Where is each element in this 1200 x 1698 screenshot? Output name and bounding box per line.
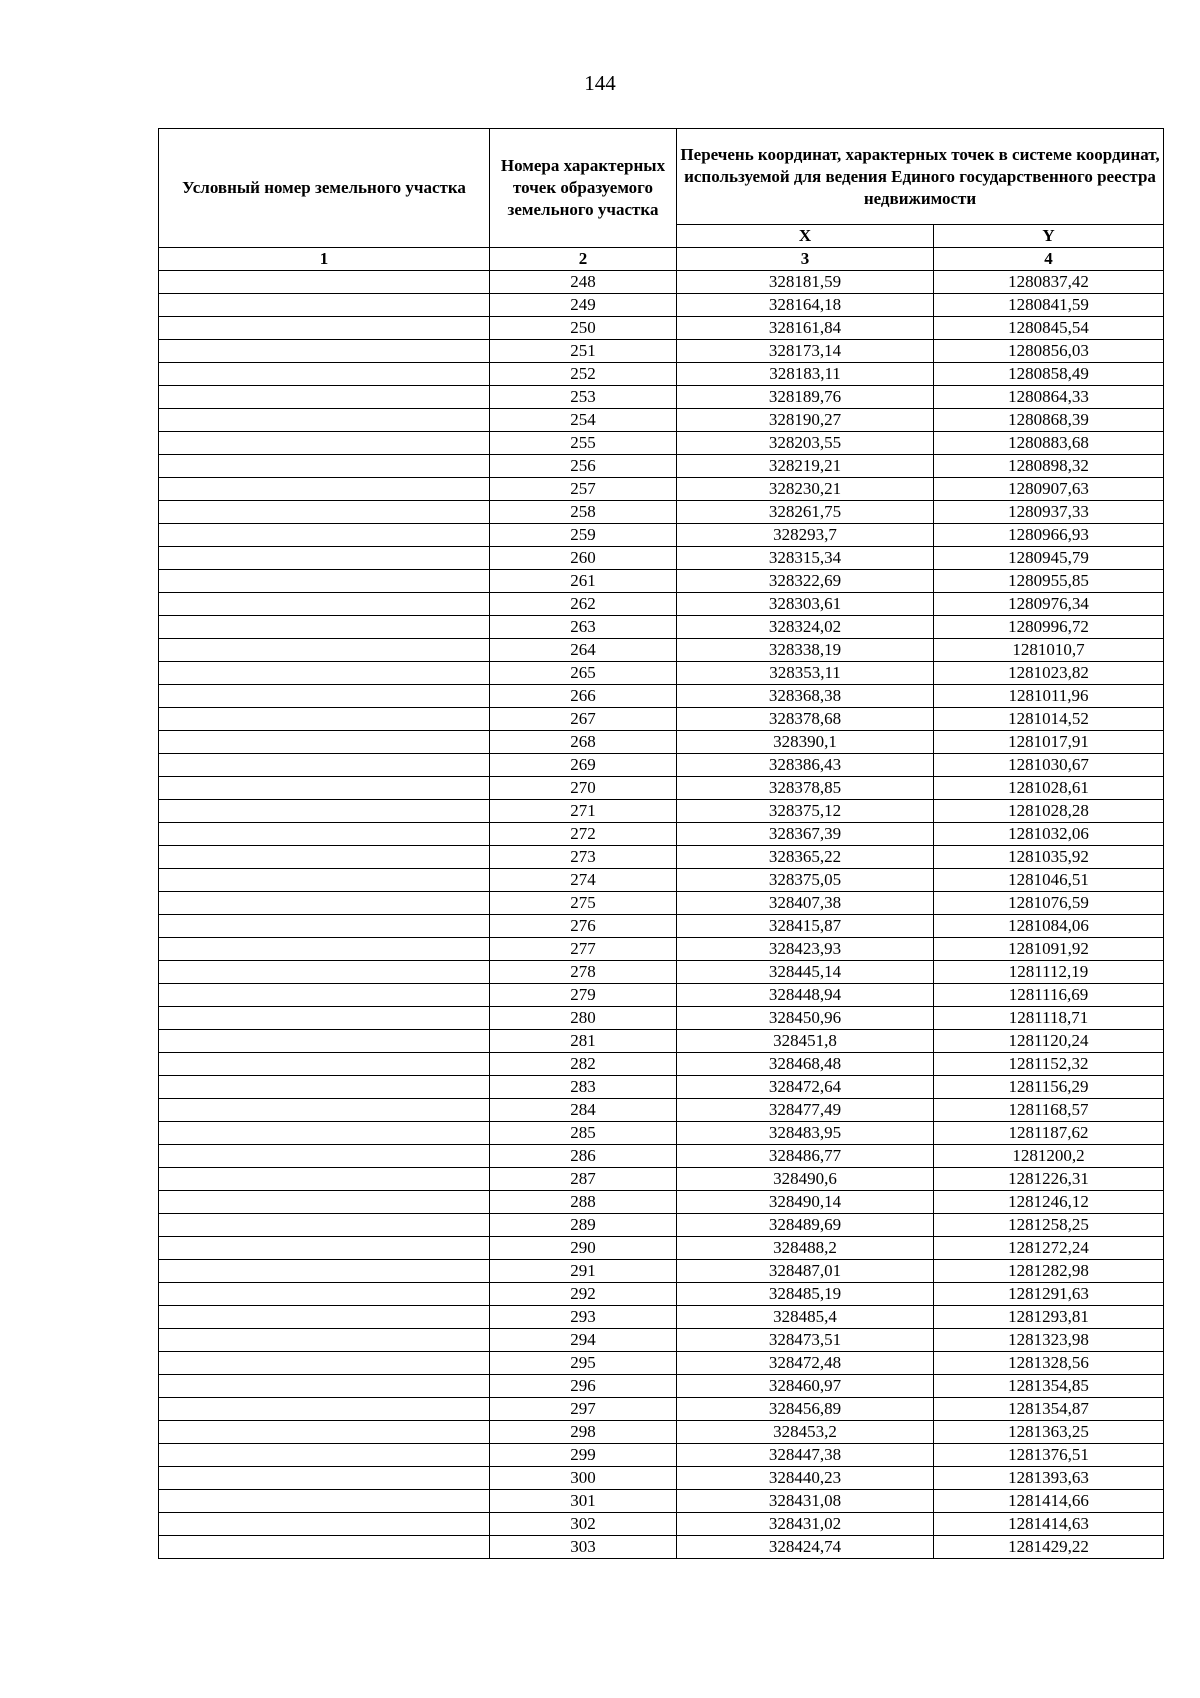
parcel-number-cell [159,685,490,708]
x-coordinate-cell: 328490,14 [677,1191,934,1214]
y-coordinate-cell: 1281028,61 [934,777,1164,800]
table-row [159,754,1164,777]
point-number-cell: 296 [490,1375,677,1398]
point-number-cell: 274 [490,869,677,892]
x-coordinate-cell: 328375,05 [677,869,934,892]
point-number-cell: 284 [490,1099,677,1122]
x-coordinate-cell: 328189,76 [677,386,934,409]
y-coordinate-cell: 1280837,42 [934,271,1164,294]
table-row [159,708,1164,731]
y-coordinate-cell: 1280841,59 [934,294,1164,317]
parcel-number-cell [159,1214,490,1237]
x-coordinate-cell: 328219,21 [677,455,934,478]
header-coordinates-list: Перечень координат, характерных точек в системе координат, используемой для ведения Единого государственного реестра недвижимости [677,129,1164,225]
parcel-number-cell [159,363,490,386]
parcel-number-cell [159,1306,490,1329]
y-coordinate-cell: 1281226,31 [934,1168,1164,1191]
table-row [159,478,1164,501]
parcel-number-cell [159,639,490,662]
point-number-cell: 299 [490,1444,677,1467]
point-number-cell: 272 [490,823,677,846]
x-coordinate-cell: 328390,1 [677,731,934,754]
point-number-cell: 277 [490,938,677,961]
table-row [159,1237,1164,1260]
header-parcel-number: Условный номер земельного участка [159,129,490,248]
parcel-number-cell [159,501,490,524]
y-coordinate-cell: 1280955,85 [934,570,1164,593]
point-number-cell: 287 [490,1168,677,1191]
table-header [159,129,1164,271]
x-coordinate-cell: 328424,74 [677,1536,934,1559]
point-number-cell: 265 [490,662,677,685]
table-row [159,1076,1164,1099]
point-number-cell: 252 [490,363,677,386]
x-coordinate-cell: 328485,19 [677,1283,934,1306]
parcel-number-cell [159,1444,490,1467]
y-coordinate-cell: 1281323,98 [934,1329,1164,1352]
y-coordinate-cell: 1281414,63 [934,1513,1164,1536]
point-number-cell: 303 [490,1536,677,1559]
y-coordinate-cell: 1280937,33 [934,501,1164,524]
parcel-number-cell [159,754,490,777]
table-row [159,1168,1164,1191]
x-coordinate-cell: 328448,94 [677,984,934,1007]
table-row [159,363,1164,386]
y-coordinate-cell: 1280845,54 [934,317,1164,340]
x-coordinate-cell: 328303,61 [677,593,934,616]
point-number-cell: 256 [490,455,677,478]
x-coordinate-cell: 328415,87 [677,915,934,938]
y-coordinate-cell: 1281187,62 [934,1122,1164,1145]
parcel-number-cell [159,1099,490,1122]
table-row [159,524,1164,547]
x-coordinate-cell: 328164,18 [677,294,934,317]
point-number-cell: 283 [490,1076,677,1099]
table-row [159,616,1164,639]
header-y: Y [934,225,1164,248]
parcel-number-cell [159,915,490,938]
table-row [159,455,1164,478]
y-coordinate-cell: 1281200,2 [934,1145,1164,1168]
x-coordinate-cell: 328183,11 [677,363,934,386]
parcel-number-cell [159,409,490,432]
table-row [159,892,1164,915]
y-coordinate-cell: 1280976,34 [934,593,1164,616]
x-coordinate-cell: 328353,11 [677,662,934,685]
point-number-cell: 260 [490,547,677,570]
y-coordinate-cell: 1281032,06 [934,823,1164,846]
point-number-cell: 253 [490,386,677,409]
parcel-number-cell [159,386,490,409]
point-number-cell: 266 [490,685,677,708]
point-number-cell: 300 [490,1467,677,1490]
y-coordinate-cell: 1281046,51 [934,869,1164,892]
table-row [159,662,1164,685]
x-coordinate-cell: 328440,23 [677,1467,934,1490]
y-coordinate-cell: 1281014,52 [934,708,1164,731]
parcel-number-cell [159,1283,490,1306]
y-coordinate-cell: 1281393,63 [934,1467,1164,1490]
x-coordinate-cell: 328324,02 [677,616,934,639]
point-number-cell: 249 [490,294,677,317]
point-number-cell: 298 [490,1421,677,1444]
table-row [159,409,1164,432]
point-number-cell: 258 [490,501,677,524]
x-coordinate-cell: 328181,59 [677,271,934,294]
point-number-cell: 261 [490,570,677,593]
point-number-cell: 291 [490,1260,677,1283]
x-coordinate-cell: 328468,48 [677,1053,934,1076]
y-coordinate-cell: 1281282,98 [934,1260,1164,1283]
y-coordinate-cell: 1281354,85 [934,1375,1164,1398]
table-row [159,294,1164,317]
point-number-cell: 257 [490,478,677,501]
y-coordinate-cell: 1281076,59 [934,892,1164,915]
y-coordinate-cell: 1281035,92 [934,846,1164,869]
parcel-number-cell [159,340,490,363]
table-row [159,1490,1164,1513]
table-row [159,1191,1164,1214]
x-coordinate-cell: 328365,22 [677,846,934,869]
y-coordinate-cell: 1281328,56 [934,1352,1164,1375]
y-coordinate-cell: 1281152,32 [934,1053,1164,1076]
x-coordinate-cell: 328485,4 [677,1306,934,1329]
point-number-cell: 273 [490,846,677,869]
y-coordinate-cell: 1280883,68 [934,432,1164,455]
table-row [159,1536,1164,1559]
y-coordinate-cell: 1281246,12 [934,1191,1164,1214]
parcel-number-cell [159,823,490,846]
x-coordinate-cell: 328487,01 [677,1260,934,1283]
y-coordinate-cell: 1280868,39 [934,409,1164,432]
point-number-cell: 295 [490,1352,677,1375]
x-coordinate-cell: 328203,55 [677,432,934,455]
point-number-cell: 290 [490,1237,677,1260]
table-body [159,271,1164,1559]
point-number-cell: 248 [490,271,677,294]
point-number-cell: 263 [490,616,677,639]
parcel-number-cell [159,777,490,800]
column-number-3: 3 [677,248,934,271]
x-coordinate-cell: 328431,02 [677,1513,934,1536]
parcel-number-cell [159,1191,490,1214]
parcel-number-cell [159,524,490,547]
y-coordinate-cell: 1281091,92 [934,938,1164,961]
y-coordinate-cell: 1281291,63 [934,1283,1164,1306]
parcel-number-cell [159,662,490,685]
parcel-number-cell [159,1352,490,1375]
x-coordinate-cell: 328472,48 [677,1352,934,1375]
x-coordinate-cell: 328450,96 [677,1007,934,1030]
y-coordinate-cell: 1281023,82 [934,662,1164,685]
y-coordinate-cell: 1281429,22 [934,1536,1164,1559]
y-coordinate-cell: 1281120,24 [934,1030,1164,1053]
point-number-cell: 255 [490,432,677,455]
parcel-number-cell [159,1329,490,1352]
parcel-number-cell [159,869,490,892]
table-row [159,1145,1164,1168]
x-coordinate-cell: 328367,39 [677,823,934,846]
parcel-number-cell [159,1398,490,1421]
parcel-number-cell [159,1168,490,1191]
x-coordinate-cell: 328368,38 [677,685,934,708]
y-coordinate-cell: 1281116,69 [934,984,1164,1007]
point-number-cell: 301 [490,1490,677,1513]
parcel-number-cell [159,1467,490,1490]
y-coordinate-cell: 1280966,93 [934,524,1164,547]
point-number-cell: 286 [490,1145,677,1168]
parcel-number-cell [159,846,490,869]
y-coordinate-cell: 1281363,25 [934,1421,1164,1444]
point-number-cell: 282 [490,1053,677,1076]
table-row [159,823,1164,846]
parcel-number-cell [159,317,490,340]
table-row [159,984,1164,1007]
parcel-number-cell [159,961,490,984]
y-coordinate-cell: 1281028,28 [934,800,1164,823]
table-row [159,1421,1164,1444]
parcel-number-cell [159,294,490,317]
parcel-number-cell [159,938,490,961]
table-row [159,1053,1164,1076]
y-coordinate-cell: 1281258,25 [934,1214,1164,1237]
parcel-number-cell [159,432,490,455]
table-row [159,961,1164,984]
x-coordinate-cell: 328453,2 [677,1421,934,1444]
y-coordinate-cell: 1280898,32 [934,455,1164,478]
table-row [159,1352,1164,1375]
y-coordinate-cell: 1281011,96 [934,685,1164,708]
parcel-number-cell [159,1260,490,1283]
table-row [159,1283,1164,1306]
table-row [159,869,1164,892]
table-row [159,1306,1164,1329]
y-coordinate-cell: 1280907,63 [934,478,1164,501]
point-number-cell: 259 [490,524,677,547]
parcel-number-cell [159,616,490,639]
parcel-number-cell [159,1076,490,1099]
point-number-cell: 251 [490,340,677,363]
table-row [159,1122,1164,1145]
point-number-cell: 294 [490,1329,677,1352]
x-coordinate-cell: 328261,75 [677,501,934,524]
x-coordinate-cell: 328161,84 [677,317,934,340]
y-coordinate-cell: 1281118,71 [934,1007,1164,1030]
y-coordinate-cell: 1281112,19 [934,961,1164,984]
table-row [159,731,1164,754]
table-row [159,1214,1164,1237]
x-coordinate-cell: 328489,69 [677,1214,934,1237]
point-number-cell: 276 [490,915,677,938]
x-coordinate-cell: 328456,89 [677,1398,934,1421]
y-coordinate-cell: 1281414,66 [934,1490,1164,1513]
table-row [159,386,1164,409]
point-number-cell: 268 [490,731,677,754]
parcel-number-cell [159,1053,490,1076]
y-coordinate-cell: 1281272,24 [934,1237,1164,1260]
x-coordinate-cell: 328386,43 [677,754,934,777]
parcel-number-cell [159,1122,490,1145]
point-number-cell: 271 [490,800,677,823]
table-row [159,501,1164,524]
point-number-cell: 302 [490,1513,677,1536]
table-row [159,938,1164,961]
header-x: X [677,225,934,248]
y-coordinate-cell: 1281354,87 [934,1398,1164,1421]
parcel-number-cell [159,570,490,593]
x-coordinate-cell: 328375,12 [677,800,934,823]
table-row [159,685,1164,708]
x-coordinate-cell: 328378,85 [677,777,934,800]
parcel-number-cell [159,1536,490,1559]
x-coordinate-cell: 328322,69 [677,570,934,593]
x-coordinate-cell: 328447,38 [677,1444,934,1467]
table-row [159,1030,1164,1053]
point-number-cell: 281 [490,1030,677,1053]
point-number-cell: 262 [490,593,677,616]
point-number-cell: 278 [490,961,677,984]
x-coordinate-cell: 328460,97 [677,1375,934,1398]
column-number-2: 2 [490,248,677,271]
page-number: 144 [584,71,616,95]
table-row [159,1260,1164,1283]
table-row [159,1099,1164,1122]
table-row [159,1467,1164,1490]
parcel-number-cell [159,547,490,570]
x-coordinate-cell: 328445,14 [677,961,934,984]
parcel-number-cell [159,593,490,616]
table-row [159,915,1164,938]
point-number-cell: 288 [490,1191,677,1214]
header-row-main [159,129,1164,225]
parcel-number-cell [159,800,490,823]
y-coordinate-cell: 1281010,7 [934,639,1164,662]
parcel-number-cell [159,1421,490,1444]
table-row [159,1329,1164,1352]
point-number-cell: 285 [490,1122,677,1145]
parcel-number-cell [159,1375,490,1398]
point-number-cell: 250 [490,317,677,340]
point-number-cell: 297 [490,1398,677,1421]
y-coordinate-cell: 1280864,33 [934,386,1164,409]
table-row [159,340,1164,363]
parcel-number-cell [159,1237,490,1260]
point-number-cell: 292 [490,1283,677,1306]
parcel-number-cell [159,731,490,754]
y-coordinate-cell: 1281293,81 [934,1306,1164,1329]
table-row [159,1398,1164,1421]
y-coordinate-cell: 1281030,67 [934,754,1164,777]
point-number-cell: 264 [490,639,677,662]
x-coordinate-cell: 328230,21 [677,478,934,501]
parcel-number-cell [159,1513,490,1536]
point-number-cell: 269 [490,754,677,777]
table-row [159,1375,1164,1398]
y-coordinate-cell: 1281156,29 [934,1076,1164,1099]
coordinates-table [158,128,1164,1559]
y-coordinate-cell: 1280856,03 [934,340,1164,363]
x-coordinate-cell: 328472,64 [677,1076,934,1099]
parcel-number-cell [159,984,490,1007]
parcel-number-cell [159,1007,490,1030]
x-coordinate-cell: 328173,14 [677,340,934,363]
parcel-number-cell [159,708,490,731]
y-coordinate-cell: 1281168,57 [934,1099,1164,1122]
point-number-cell: 289 [490,1214,677,1237]
column-number-4: 4 [934,248,1164,271]
y-coordinate-cell: 1280945,79 [934,547,1164,570]
parcel-number-cell [159,1145,490,1168]
table-row [159,846,1164,869]
table-row [159,1007,1164,1030]
parcel-number-cell [159,1030,490,1053]
x-coordinate-cell: 328477,49 [677,1099,934,1122]
parcel-number-cell [159,1490,490,1513]
table-row [159,547,1164,570]
table-row [159,639,1164,662]
point-number-cell: 267 [490,708,677,731]
table-row [159,432,1164,455]
y-coordinate-cell: 1280996,72 [934,616,1164,639]
x-coordinate-cell: 328483,95 [677,1122,934,1145]
column-number-1: 1 [159,248,490,271]
point-number-cell: 275 [490,892,677,915]
table-row [159,1444,1164,1467]
y-coordinate-cell: 1281017,91 [934,731,1164,754]
point-number-cell: 279 [490,984,677,1007]
table-row [159,271,1164,294]
table-row [159,1513,1164,1536]
x-coordinate-cell: 328488,2 [677,1237,934,1260]
x-coordinate-cell: 328473,51 [677,1329,934,1352]
x-coordinate-cell: 328407,38 [677,892,934,915]
parcel-number-cell [159,271,490,294]
table-row [159,777,1164,800]
table-row [159,570,1164,593]
point-number-cell: 254 [490,409,677,432]
table-row [159,800,1164,823]
header-row-numbers [159,248,1164,271]
y-coordinate-cell: 1281084,06 [934,915,1164,938]
point-number-cell: 293 [490,1306,677,1329]
point-number-cell: 280 [490,1007,677,1030]
x-coordinate-cell: 328423,93 [677,938,934,961]
table-row [159,317,1164,340]
parcel-number-cell [159,478,490,501]
parcel-number-cell [159,455,490,478]
point-number-cell: 270 [490,777,677,800]
x-coordinate-cell: 328293,7 [677,524,934,547]
parcel-number-cell [159,892,490,915]
table-row [159,593,1164,616]
header-point-numbers: Номера характерных точек образуемого земельного участка [490,129,677,248]
y-coordinate-cell: 1280858,49 [934,363,1164,386]
x-coordinate-cell: 328490,6 [677,1168,934,1191]
x-coordinate-cell: 328315,34 [677,547,934,570]
x-coordinate-cell: 328378,68 [677,708,934,731]
x-coordinate-cell: 328338,19 [677,639,934,662]
y-coordinate-cell: 1281376,51 [934,1444,1164,1467]
x-coordinate-cell: 328190,27 [677,409,934,432]
x-coordinate-cell: 328431,08 [677,1490,934,1513]
x-coordinate-cell: 328451,8 [677,1030,934,1053]
x-coordinate-cell: 328486,77 [677,1145,934,1168]
